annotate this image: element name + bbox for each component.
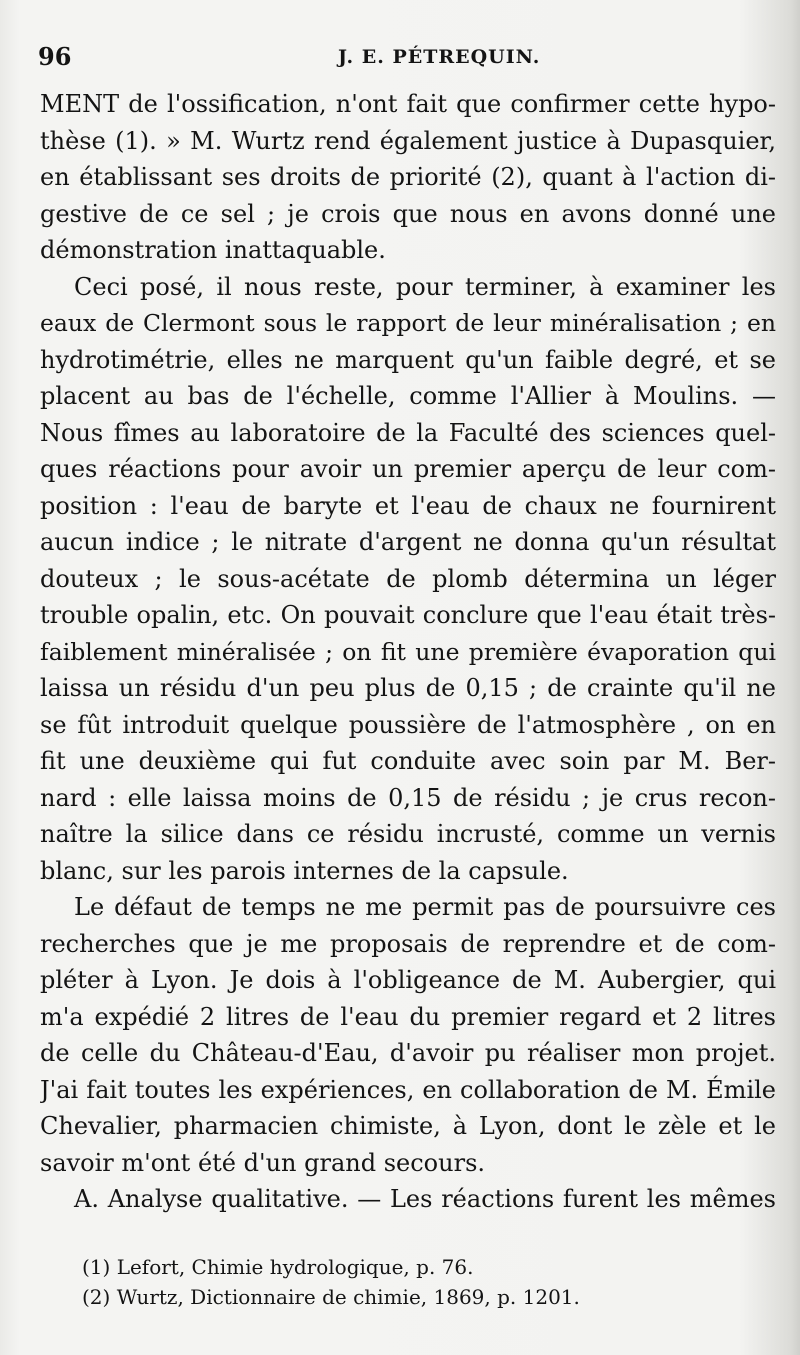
text-line: aucun indice ; le nitrate d'argent ne donna qu'un résultat bbox=[40, 528, 776, 556]
text-line: démonstration inattaquable. bbox=[40, 236, 386, 264]
running-title: J. E. PÉTREQUIN. bbox=[338, 46, 541, 68]
text-line: recherches que je me proposais de reprendre et de com- bbox=[40, 929, 776, 958]
text-line: en établissant ses droits de priorité (2), quant à l'action di- bbox=[40, 163, 776, 191]
text-line: pléter à Lyon. Je dois à l'obligeance de M. Aubergier, qui bbox=[40, 966, 776, 994]
text-line: Chevalier, pharmacien chimiste, à Lyon, dont le zèle et le bbox=[40, 1112, 776, 1140]
text-line: se fût introduit quelque poussière de l'atmosphère , on en bbox=[40, 710, 776, 739]
text-line: Ceci posé, il nous reste, pour terminer, à examiner les bbox=[74, 272, 776, 301]
text-line: placent au bas de l'échelle, comme l'Allier à Moulins. — bbox=[40, 382, 776, 410]
text-line: thèse (1). » M. Wurtz rend également justice à Dupasquier, bbox=[40, 126, 776, 155]
text-line: laissa un résidu d'un peu plus de 0,15 ; de crainte qu'il ne bbox=[40, 674, 776, 702]
text-line: naître la silice dans ce résidu incrusté, comme un vernis bbox=[40, 820, 776, 848]
text-line: ques réactions pour avoir un premier aperçu de leur com- bbox=[40, 455, 776, 483]
text-line: de celle du Château-d'Eau, d'avoir pu réaliser mon projet. bbox=[40, 1039, 776, 1067]
body-text bbox=[40, 86, 776, 1218]
text-line: savoir m'ont été d'un grand secours. bbox=[40, 1148, 486, 1177]
text-line: J'ai fait toutes les expériences, en collaboration de M. Émile bbox=[40, 1075, 776, 1104]
text-line: nard : elle laissa moins de 0,15 de résidu ; je crus recon- bbox=[40, 783, 776, 812]
text-line: trouble opalin, etc. On pouvait conclure que l'eau était très- bbox=[40, 601, 776, 629]
text-line: MENT de l'ossification, n'ont fait que confirmer cette hypo- bbox=[40, 90, 776, 118]
footnotes bbox=[82, 1252, 782, 1312]
footnote: (2) Wurtz, Dictionnaire de chimie, 1869, p. 1201. bbox=[82, 1285, 580, 1309]
text-line: m'a expédié 2 litres de l'eau du premier regard et 2 litres bbox=[40, 1002, 776, 1031]
text-line: faiblement minéralisée ; on fit une première évaporation qui bbox=[40, 637, 776, 666]
page-number: 96 bbox=[38, 42, 72, 71]
text-line: fit une deuxième qui fut conduite avec soin par M. Ber- bbox=[40, 747, 776, 775]
page-header bbox=[38, 42, 778, 78]
text-line: A. Analyse qualitative. — Les réactions furent les mêmes bbox=[74, 1185, 776, 1213]
text-line: eaux de Clermont sous le rapport de leur minéralisation ; en bbox=[40, 309, 776, 337]
text-line: hydrotimétrie, elles ne marquent qu'un faible degré, et se bbox=[40, 345, 776, 374]
footnote: (1) Lefort, Chimie hydrologique, p. 76. bbox=[82, 1255, 474, 1279]
text-line: gestive de ce sel ; je crois que nous en avons donné une bbox=[40, 199, 776, 228]
text-line: Le défaut de temps ne me permit pas de poursuivre ces bbox=[74, 893, 776, 921]
text-line: position : l'eau de baryte et l'eau de chaux ne fournirent bbox=[40, 491, 776, 520]
text-line: Nous fîmes au laboratoire de la Faculté des sciences quel- bbox=[40, 418, 776, 447]
text-line: douteux ; le sous-acétate de plomb détermina un léger bbox=[40, 564, 776, 593]
text-line: blanc, sur les parois internes de la capsule. bbox=[40, 856, 569, 885]
